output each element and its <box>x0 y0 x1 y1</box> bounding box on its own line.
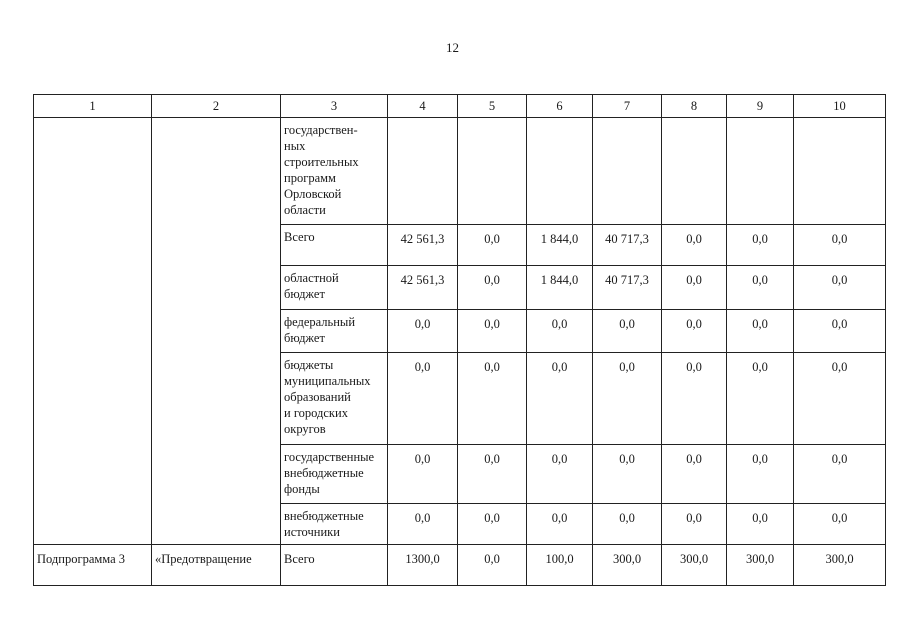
value-cell: 0,0 <box>727 445 794 504</box>
value-cell: 100,0 <box>527 545 593 586</box>
header-cell: 7 <box>593 95 662 118</box>
value-cell: 0,0 <box>662 353 727 445</box>
value-cell: 300,0 <box>794 545 886 586</box>
value-cell: 0,0 <box>593 353 662 445</box>
subprogram-row <box>34 545 886 586</box>
budget-table <box>33 94 886 586</box>
header-cell: 1 <box>34 95 152 118</box>
value-cell <box>794 118 886 225</box>
funding-source-cell: областной бюджет <box>281 266 388 310</box>
value-cell: 0,0 <box>458 545 527 586</box>
value-cell: 42 561,3 <box>388 225 458 266</box>
value-cell: 0,0 <box>593 445 662 504</box>
value-cell: 0,0 <box>527 445 593 504</box>
value-cell: 300,0 <box>727 545 794 586</box>
header-cell: 8 <box>662 95 727 118</box>
subprogram-name-cell: Подпрограмма 3 <box>34 545 152 586</box>
row-group-col2 <box>152 118 281 545</box>
value-cell: 0,0 <box>727 266 794 310</box>
value-cell: 0,0 <box>794 225 886 266</box>
value-cell: 0,0 <box>794 445 886 504</box>
value-cell: 0,0 <box>593 310 662 353</box>
value-cell: 0,0 <box>662 310 727 353</box>
value-cell: 0,0 <box>794 310 886 353</box>
table-row <box>34 118 886 225</box>
value-cell: 1300,0 <box>388 545 458 586</box>
value-cell: 0,0 <box>727 353 794 445</box>
value-cell: 0,0 <box>458 310 527 353</box>
value-cell: 0,0 <box>388 445 458 504</box>
value-cell: 0,0 <box>527 353 593 445</box>
header-cell: 5 <box>458 95 527 118</box>
header-cell: 10 <box>794 95 886 118</box>
value-cell: 0,0 <box>388 310 458 353</box>
value-cell: 1 844,0 <box>527 266 593 310</box>
funding-source-cell: Всего <box>281 225 388 266</box>
value-cell: 0,0 <box>727 310 794 353</box>
table-body <box>34 118 886 586</box>
funding-source-cell: внебюджетные источники <box>281 504 388 545</box>
value-cell: 0,0 <box>527 504 593 545</box>
value-cell: 0,0 <box>458 504 527 545</box>
funding-source-cell: государственные внебюджетные фонды <box>281 445 388 504</box>
value-cell: 0,0 <box>794 353 886 445</box>
value-cell: 0,0 <box>727 504 794 545</box>
header-cell: 4 <box>388 95 458 118</box>
value-cell: 0,0 <box>527 310 593 353</box>
value-cell <box>662 118 727 225</box>
value-cell: 1 844,0 <box>527 225 593 266</box>
value-cell: 0,0 <box>662 266 727 310</box>
value-cell: 300,0 <box>593 545 662 586</box>
value-cell <box>593 118 662 225</box>
value-cell <box>527 118 593 225</box>
value-cell: 0,0 <box>458 225 527 266</box>
value-cell: 0,0 <box>662 225 727 266</box>
value-cell <box>388 118 458 225</box>
page-number: 12 <box>446 40 459 55</box>
header-cell: 6 <box>527 95 593 118</box>
value-cell: 40 717,3 <box>593 266 662 310</box>
value-cell: 40 717,3 <box>593 225 662 266</box>
value-cell <box>727 118 794 225</box>
value-cell: 0,0 <box>727 225 794 266</box>
value-cell: 0,0 <box>593 504 662 545</box>
funding-source-cell: федеральный бюджет <box>281 310 388 353</box>
value-cell: 0,0 <box>388 504 458 545</box>
header-cell: 9 <box>727 95 794 118</box>
header-cell: 3 <box>281 95 388 118</box>
funding-source-cell: Всего <box>281 545 388 586</box>
header-row <box>34 95 886 118</box>
funding-source-cell: бюджеты муниципальных образований и городских округов <box>281 353 388 445</box>
header-cell: 2 <box>152 95 281 118</box>
value-cell: 0,0 <box>458 266 527 310</box>
value-cell: 0,0 <box>794 504 886 545</box>
value-cell: 0,0 <box>662 445 727 504</box>
value-cell: 0,0 <box>794 266 886 310</box>
value-cell: 0,0 <box>662 504 727 545</box>
value-cell: 0,0 <box>458 445 527 504</box>
subprogram-title-cell: «Предотвращение <box>152 545 281 586</box>
funding-source-cell: государствен- ных строительных программ Орловской области <box>281 118 388 225</box>
value-cell <box>458 118 527 225</box>
row-group-col1 <box>34 118 152 545</box>
value-cell: 42 561,3 <box>388 266 458 310</box>
value-cell: 0,0 <box>458 353 527 445</box>
value-cell: 300,0 <box>662 545 727 586</box>
value-cell: 0,0 <box>388 353 458 445</box>
